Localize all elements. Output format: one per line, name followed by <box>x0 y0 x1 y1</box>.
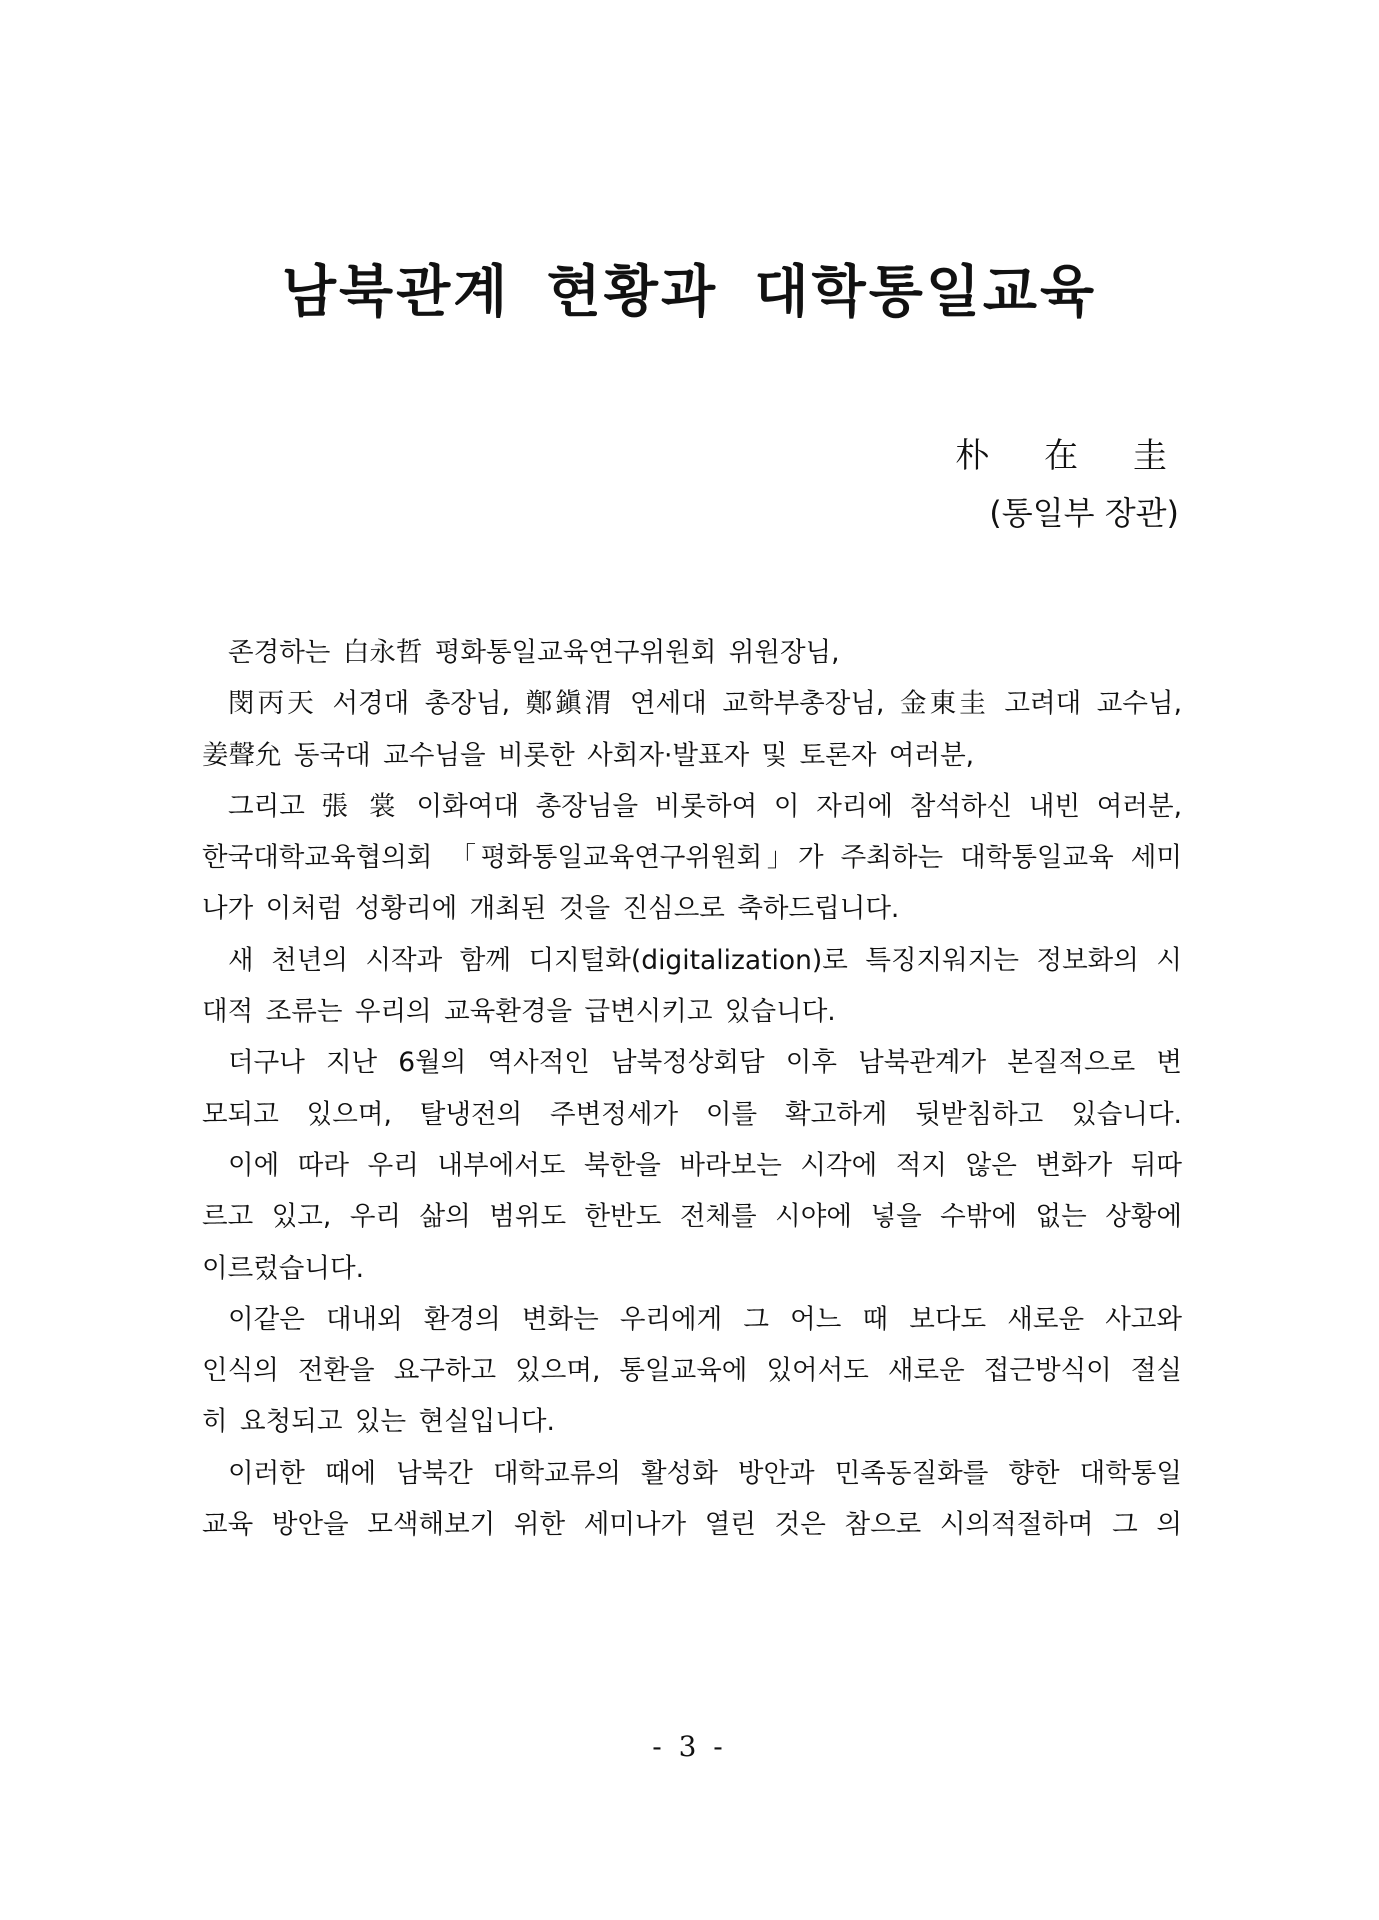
page-number: - 3 - <box>652 1730 727 1763</box>
text-line: 그리고 張 裳 이화여대 총장님을 비롯하여 이 자리에 참석하신 내빈 여러분, <box>228 790 1182 822</box>
text-line: 더구나 지난 6월의 역사적인 남북정상회담 이후 남북관계가 본질적으로 변 <box>228 1047 1182 1079</box>
text-line: 이같은 대내외 환경의 변화는 우리에게 그 어느 때 보다도 새로운 사고와 <box>228 1303 1182 1335</box>
text-line: 대적 조류는 우리의 교육환경을 급변시키고 있습니다. <box>202 996 836 1028</box>
text-line: 閔丙天 서경대 총장님, 鄭鎭渭 연세대 교학부총장님, 金東圭 고려대 교수님, <box>228 688 1182 720</box>
text-line: 교육 방안을 모색해보기 위한 세미나가 열린 것은 참으로 시의적절하며 그 의 <box>202 1509 1182 1541</box>
text-line: 인식의 전환을 요구하고 있으며, 통일교육에 있어서도 새로운 접근방식이 절실 <box>202 1355 1182 1387</box>
author-name: 朴 在 圭 <box>955 436 1189 476</box>
text-line: 나가 이처럼 성황리에 개최된 것을 진심으로 축하드립니다. <box>202 893 900 925</box>
body-text <box>202 627 1182 1550</box>
text-line: 이에 따라 우리 내부에서도 북한을 바라보는 시각에 적지 않은 변화가 뒤따 <box>228 1149 1182 1181</box>
text-line: 르고 있고, 우리 삶의 범위도 한반도 전체를 시야에 넣을 수밖에 없는 상황에 <box>202 1201 1182 1233</box>
text-line: 姜聲允 동국대 교수님을 비롯한 사회자·발표자 및 토론자 여러분, <box>202 739 975 771</box>
text-line: 이르렀습니다. <box>202 1252 365 1284</box>
document-title: 남북관계 현황과 대학통일교육 <box>281 260 1098 325</box>
author-position: (통일부 장관) <box>989 494 1179 532</box>
text-line: 모되고 있으며, 탈냉전의 주변정세가 이를 확고하게 뒷받침하고 있습니다. <box>202 1098 1182 1130</box>
text-line: 새 천년의 시작과 함께 디지털화(digitalization)로 특징지워지는 정보화의 시 <box>228 944 1182 976</box>
text-line: 존경하는 白永哲 평화통일교육연구위원회 위원장님, <box>228 637 840 668</box>
text-line: 이러한 때에 남북간 대학교류의 활성화 방안과 민족동질화를 향한 대학통일 <box>228 1457 1182 1489</box>
text-line: 한국대학교육협의회 「평화통일교육연구위원회」가 주최하는 대학통일교육 세미 <box>202 842 1182 874</box>
text-line: 히 요청되고 있는 현실입니다. <box>202 1406 555 1438</box>
